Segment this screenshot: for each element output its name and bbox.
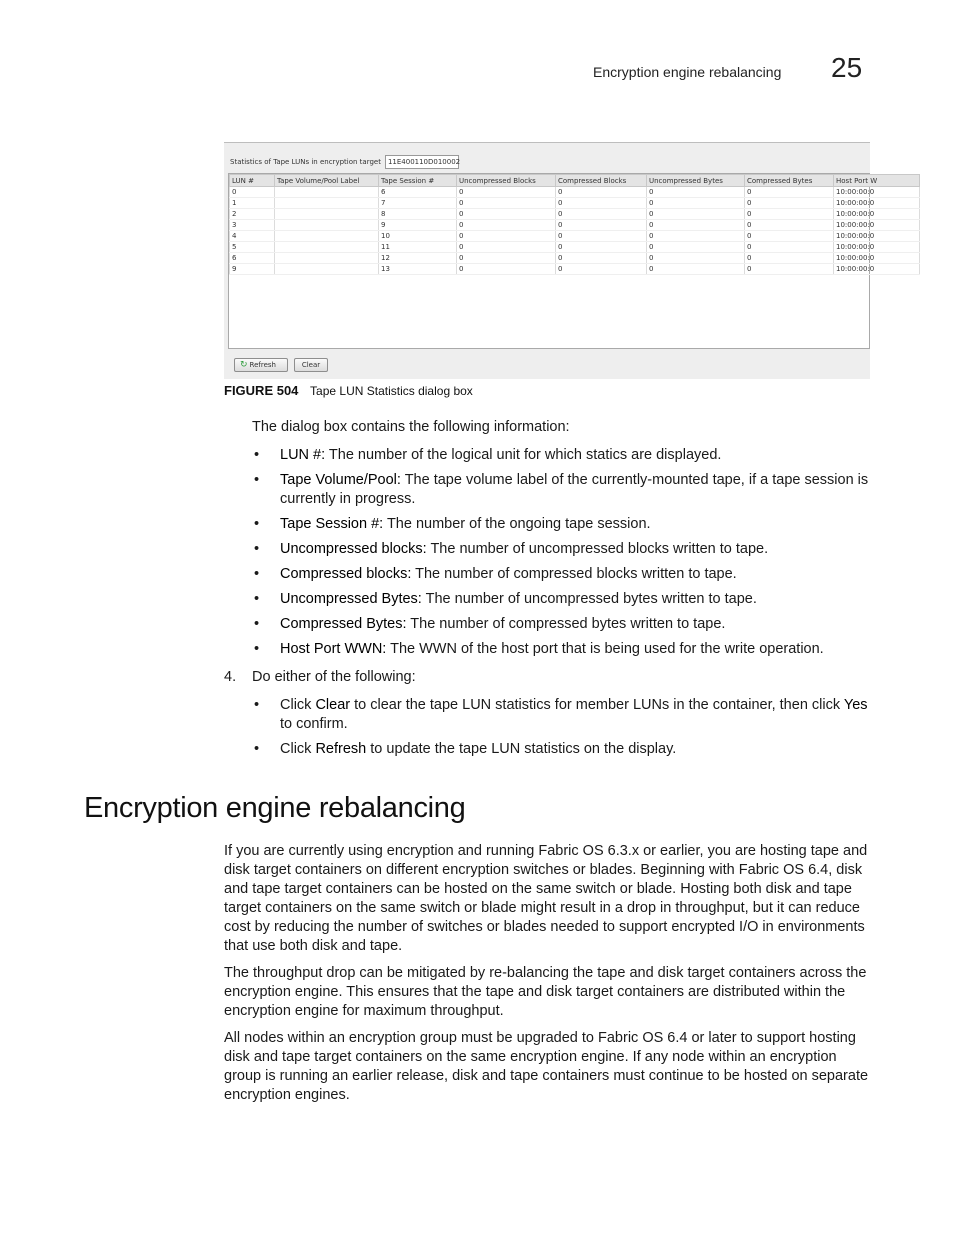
list-item (252, 590, 872, 609)
stats-target-label: Statistics of Tape LUNs in encryption target (230, 158, 381, 166)
table-cell: 10:00:00:0 (834, 198, 920, 209)
step-number: 4. (224, 669, 237, 685)
table-cell: 0 (647, 242, 745, 253)
table-cell: 4 (230, 231, 275, 242)
bullet-term: LUN #: (280, 447, 326, 463)
table-cell: 10 (379, 231, 457, 242)
refresh-button-label: Refresh (249, 361, 276, 369)
table-cell: 0 (745, 220, 834, 231)
paragraph: If you are currently using encryption and running Fabric OS 6.3.x or earlier, you are hosting tape and disk target containers on different encryption switches or blades. Beginning with Fabric OS 6.4, disk and tape target containers can be hosted on the same switch or blade. Hosting both disk and tape target containers on the same switch or blade might result in a drop in throughput, but it can reduce cost by reducing the number of switches or blades needed to support encrypted I/O in environments that use both disk and tape. (224, 843, 868, 954)
bullet-term: Tape Session #: (280, 516, 384, 532)
bullet-term: Host Port WWN: (280, 641, 387, 657)
table-cell (275, 231, 379, 242)
list-item (252, 740, 872, 759)
bullet-text: The number of uncompressed blocks written to tape. (426, 541, 769, 557)
bullet-text: Click (280, 697, 316, 713)
table-cell: 0 (647, 231, 745, 242)
table-cell: 0 (457, 198, 556, 209)
clear-term: Clear (315, 697, 351, 713)
list-item (252, 471, 872, 509)
table-cell: 0 (647, 209, 745, 220)
table-cell: 1 (230, 198, 275, 209)
bullet-text: to confirm. (280, 716, 348, 732)
bullet-term: Uncompressed blocks: (280, 541, 427, 557)
step-text: Do either of the following: (252, 669, 416, 685)
figure-title: Tape LUN Statistics dialog box (310, 384, 473, 398)
table-row[interactable] (230, 198, 920, 209)
intro-text: The dialog box contains the following information: (252, 419, 570, 435)
table-cell: 0 (745, 253, 834, 264)
info-bullet-list (252, 446, 872, 665)
table-cell: 0 (556, 198, 647, 209)
table-cell: 10:00:00:0 (834, 187, 920, 198)
column-header[interactable]: Host Port W (834, 175, 920, 187)
bullet-term: Compressed Bytes: (280, 616, 407, 632)
bullet-text: to update the tape LUN statistics on the display. (366, 741, 677, 757)
column-header[interactable]: Uncompressed Bytes (647, 175, 745, 187)
bullet-text: The number of the ongoing tape session. (383, 516, 651, 532)
bullet-icon: • (254, 516, 260, 532)
bullet-icon: • (254, 616, 260, 632)
table-row[interactable] (230, 220, 920, 231)
table-cell: 0 (556, 231, 647, 242)
bullet-icon: • (254, 697, 260, 713)
table-cell: 0 (647, 187, 745, 198)
running-header: Encryption engine rebalancing (593, 64, 782, 80)
stats-target-row (230, 155, 459, 169)
table-cell: 0 (457, 242, 556, 253)
step-bullet-list (252, 696, 872, 765)
yes-term: Yes (843, 697, 868, 713)
refresh-term: Refresh (315, 741, 367, 757)
column-header[interactable]: Uncompressed Blocks (457, 175, 556, 187)
table-cell: 10:00:00:0 (834, 242, 920, 253)
table-cell: 0 (457, 264, 556, 275)
table-cell (275, 253, 379, 264)
bullet-icon: • (254, 541, 260, 557)
step-4 (224, 668, 416, 687)
table-cell: 8 (379, 209, 457, 220)
table-cell: 0 (745, 231, 834, 242)
table-cell: 0 (745, 242, 834, 253)
column-header[interactable]: Tape Session # (379, 175, 457, 187)
figure-label: FIGURE 504 (224, 383, 299, 398)
bullet-text: The number of compressed bytes written to tape. (406, 616, 726, 632)
table-row[interactable] (230, 187, 920, 198)
table-cell: 5 (230, 242, 275, 253)
table-row[interactable] (230, 231, 920, 242)
bullet-icon: • (254, 472, 260, 488)
table-cell: 0 (457, 231, 556, 242)
list-item (252, 696, 872, 734)
bullet-icon: • (254, 566, 260, 582)
bullet-term: Tape Volume/Pool: (280, 472, 401, 488)
table-cell: 2 (230, 209, 275, 220)
table-cell: 0 (556, 220, 647, 231)
list-item (252, 540, 872, 559)
bullet-icon: • (254, 447, 260, 463)
table-cell: 0 (230, 187, 275, 198)
bullet-term: Compressed blocks: (280, 566, 412, 582)
list-item (252, 515, 872, 534)
list-item (252, 446, 872, 465)
section-title: Encryption engine rebalancing (84, 792, 466, 824)
bullet-text: The number of uncompressed bytes written to tape. (421, 591, 757, 607)
table-cell: 0 (745, 264, 834, 275)
tape-lun-statistics-dialog (224, 142, 878, 379)
table-cell: 0 (745, 198, 834, 209)
table-cell (275, 187, 379, 198)
refresh-icon: ↻ (240, 360, 248, 370)
column-header[interactable]: Tape Volume/Pool Label (275, 175, 379, 187)
table-row[interactable] (230, 264, 920, 275)
table-cell: 0 (556, 264, 647, 275)
chapter-number: 25 (831, 52, 863, 83)
bullet-icon: • (254, 591, 260, 607)
tape-lun-table (228, 173, 878, 349)
paragraph: All nodes within an encryption group must be upgraded to Fabric OS 6.4 or later to support hosting disk and tape target containers on the same encryption engine. If any node within an encryption group is running an earlier release, disk and tape containers must continue to be hosted on separate encryption engines. (224, 1030, 869, 1103)
table-cell: 13 (379, 264, 457, 275)
table-cell: 10:00:00:0 (834, 231, 920, 242)
list-item (252, 565, 872, 584)
table-cell: 9 (230, 264, 275, 275)
bullet-icon: • (254, 641, 260, 657)
column-header[interactable]: Compressed Bytes (745, 175, 834, 187)
table-cell: 3 (230, 220, 275, 231)
bullet-text: The number of the logical unit for which statics are displayed. (325, 447, 722, 463)
table-cell (275, 264, 379, 275)
list-item (252, 640, 872, 659)
table-cell: 0 (556, 187, 647, 198)
table-cell: 7 (379, 198, 457, 209)
bullet-text: The number of compressed blocks written to tape. (411, 566, 737, 582)
table-cell: 0 (556, 242, 647, 253)
table-cell: 10:00:00:0 (834, 253, 920, 264)
table-cell: 0 (647, 264, 745, 275)
table-cell: 0 (647, 253, 745, 264)
clear-button[interactable]: Clear (294, 358, 328, 372)
table-cell: 0 (556, 209, 647, 220)
table-cell: 10:00:00:0 (834, 209, 920, 220)
table-row[interactable] (230, 253, 920, 264)
table-cell: 6 (230, 253, 275, 264)
table-cell: 12 (379, 253, 457, 264)
table-cell: 6 (379, 187, 457, 198)
paragraph: The throughput drop can be mitigated by re-balancing the tape and disk target containers across the encryption engine. This ensures that the tape and disk target containers are distributed within the encryption engine for maximum throughput. (224, 965, 867, 1019)
refresh-button[interactable] (234, 358, 288, 372)
table-cell: 0 (457, 187, 556, 198)
table-cell: 9 (379, 220, 457, 231)
bullet-text: Click (280, 741, 316, 757)
table-cell (275, 242, 379, 253)
table-row[interactable] (230, 242, 920, 253)
table-cell: 0 (745, 209, 834, 220)
table-cell (275, 220, 379, 231)
table-cell: 0 (647, 198, 745, 209)
bullet-text: The tape volume label of the currently-mounted tape, if a tape session is currently in progress. (280, 472, 869, 507)
table-cell: 0 (457, 253, 556, 264)
table-cell (275, 209, 379, 220)
table-cell: 0 (647, 220, 745, 231)
column-header[interactable]: Compressed Blocks (556, 175, 647, 187)
list-item (252, 615, 872, 634)
bullet-text: The WWN of the host port that is being used for the write operation. (386, 641, 824, 657)
bullet-icon: • (254, 741, 260, 757)
table-cell: 0 (745, 187, 834, 198)
figure-caption (224, 383, 473, 398)
table-cell: 10:00:00:0 (834, 264, 920, 275)
table-cell: 0 (457, 220, 556, 231)
bullet-text: to clear the tape LUN statistics for member LUNs in the container, then click (350, 697, 844, 713)
table-cell: 10:00:00:0 (834, 220, 920, 231)
table-cell: 0 (556, 253, 647, 264)
table-cell: 11 (379, 242, 457, 253)
table-header-row (230, 175, 920, 187)
table-cell: 0 (457, 209, 556, 220)
table-cell (275, 198, 379, 209)
bullet-term: Uncompressed Bytes: (280, 591, 422, 607)
table-row[interactable] (230, 209, 920, 220)
target-id-field[interactable]: 11E400110D010002 (385, 155, 459, 169)
column-header[interactable]: LUN # (230, 175, 275, 187)
